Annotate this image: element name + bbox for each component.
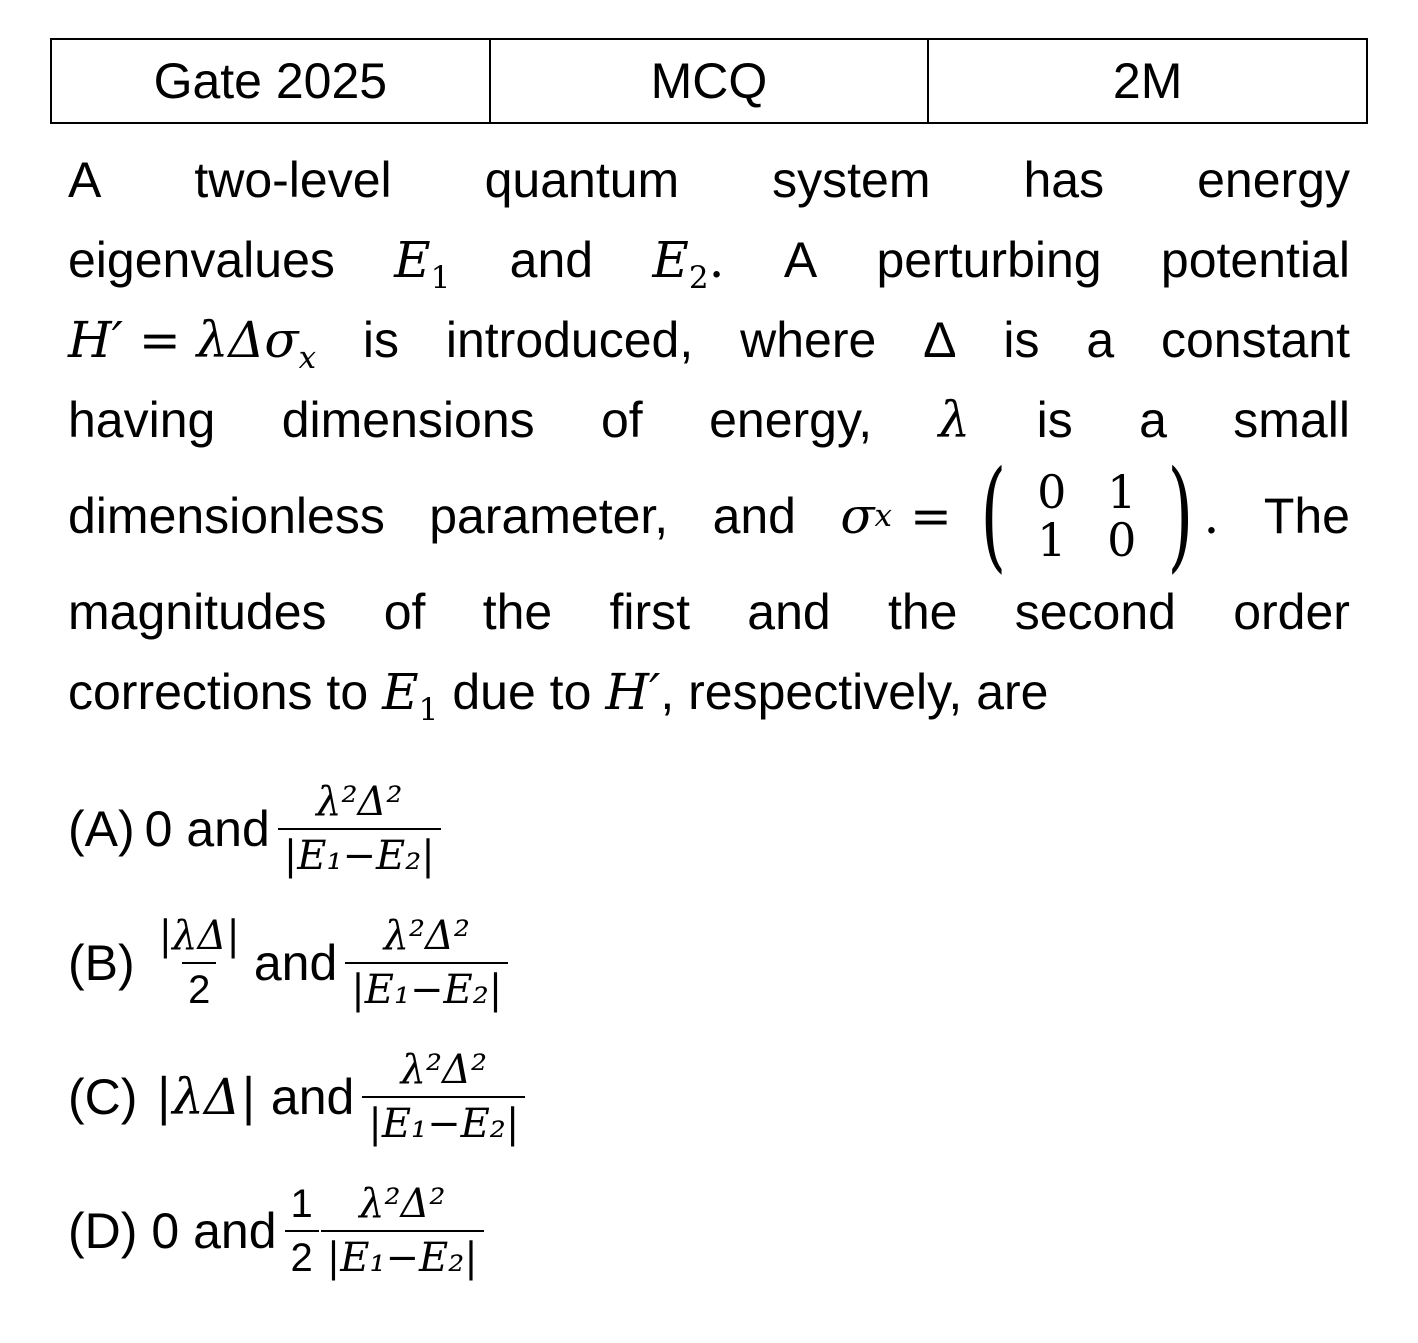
word: is: [362, 312, 400, 368]
word: and: [747, 584, 831, 640]
word: two-level: [194, 152, 392, 208]
word: where: [740, 312, 877, 368]
word: A: [68, 152, 102, 208]
option-d[interactable]: [68, 1164, 533, 1298]
word: small: [1233, 392, 1350, 448]
question-line-3: [68, 300, 1350, 380]
question-type-cell: MCQ: [490, 39, 929, 123]
word: due to: [452, 664, 592, 720]
option-fraction: $\frac{\text{λ²Δ²}}{\text{|E₁−E₂|}}$: [278, 776, 441, 882]
lambda-symbol: λ: [938, 391, 971, 449]
option-text: 0 and: [144, 801, 270, 857]
e1-symbol: $E_1$: [394, 231, 451, 296]
h-prime-symbol: H′: [605, 663, 661, 721]
word: is: [1036, 392, 1073, 448]
question-line-6: [68, 572, 1350, 652]
word: Δ: [923, 312, 957, 368]
word: constant: [1160, 312, 1350, 368]
option-label: (B): [68, 935, 135, 991]
option-c[interactable]: [68, 1030, 533, 1164]
word: introduced,: [445, 312, 694, 368]
answer-options: [68, 762, 533, 1298]
exam-cell: Gate 2025: [51, 39, 490, 123]
e1-symbol: $E_1$: [382, 663, 439, 728]
word: order: [1233, 584, 1350, 640]
word: and: [712, 488, 796, 544]
word: system: [772, 152, 931, 208]
option-a[interactable]: [68, 762, 533, 896]
word: a: [1086, 312, 1115, 368]
word: magnitudes: [68, 584, 327, 640]
word: energy: [1197, 152, 1350, 208]
word: has: [1023, 152, 1105, 208]
question-line-1: [68, 140, 1350, 220]
word: potential: [1160, 232, 1350, 288]
word: first: [609, 584, 691, 640]
sigma-x-matrix: σ x = ( 0 1 1 0 ) .: [840, 446, 1220, 585]
word: having: [68, 392, 216, 448]
question-header-table: [50, 38, 1368, 124]
word: perturbing: [876, 232, 1102, 288]
question-text: [68, 140, 1350, 732]
option-text: and: [253, 935, 338, 991]
word: of: [383, 584, 426, 640]
option-fraction: $\frac{\text{λ²Δ²}}{\text{|E₁−E₂|}}$: [362, 1044, 525, 1150]
word: a: [1139, 392, 1167, 448]
perturbation-formula: H′ = λΔσ$_x$: [68, 311, 317, 376]
option-fraction: $\frac{\text{λ²Δ²}}{\text{|E₁−E₂|}}$: [345, 910, 508, 1016]
word: parameter,: [429, 488, 669, 544]
word: , respectively, are: [660, 664, 1049, 720]
word: The: [1263, 488, 1350, 544]
option-fraction: $\frac{\text{λ²Δ²}}{\text{|E₁−E₂|}}$: [321, 1178, 484, 1284]
option-fraction-small: $\frac{1}{2}$: [285, 1178, 319, 1284]
option-text: 0 and: [151, 1203, 277, 1259]
word: is: [1003, 312, 1040, 368]
question-line-2: [68, 220, 1350, 300]
question-line-7: [68, 652, 1350, 732]
question-line-4: [68, 380, 1350, 460]
word: dimensions: [281, 392, 535, 448]
option-text: and: [270, 1069, 355, 1125]
word: dimensionless: [68, 488, 385, 544]
word: A: [783, 232, 818, 288]
word: the: [482, 584, 553, 640]
option-label: (A): [68, 801, 135, 857]
word: the: [887, 584, 958, 640]
word: second: [1014, 584, 1176, 640]
word: energy,: [709, 392, 873, 448]
word: of: [601, 392, 643, 448]
option-label: (D): [68, 1203, 138, 1259]
option-label: (C): [68, 1069, 138, 1125]
word: and: [509, 232, 594, 288]
word: quantum: [484, 152, 680, 208]
e2-symbol: $E_2$.: [652, 231, 725, 296]
option-text: |λΔ|: [155, 1068, 257, 1126]
word: eigenvalues: [68, 232, 335, 288]
word: corrections to: [68, 664, 369, 720]
marks-cell: 2M: [928, 39, 1367, 123]
option-b[interactable]: [68, 896, 533, 1030]
question-line-5: [68, 446, 1350, 585]
option-fraction-small: $\frac{|\lambda\Delta|}{2}$: [153, 910, 246, 1016]
